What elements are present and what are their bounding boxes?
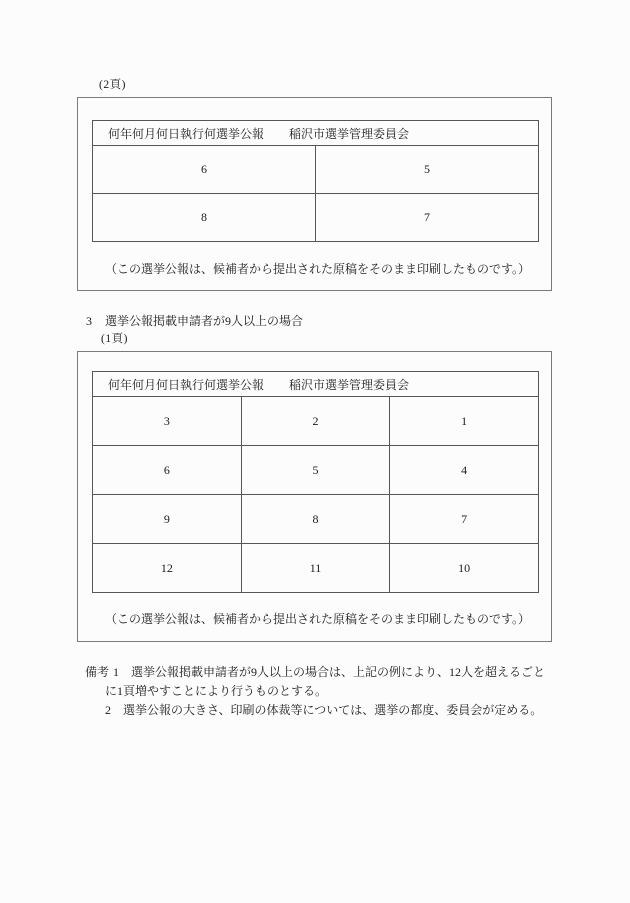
table-row — [93, 543, 538, 592]
bulletin-table-header — [93, 372, 538, 397]
bulletin-table-2page — [92, 120, 539, 242]
print-note-1page: （この選挙公報は、候補者から提出された原稿をそのまま印刷したものです。） — [105, 612, 531, 626]
table-cell: 6 — [163, 462, 170, 477]
table-row — [93, 397, 538, 445]
table-cell: 11 — [241, 544, 390, 592]
remarks-item-number: 2 — [105, 703, 111, 717]
table-cell: 8 — [241, 495, 390, 543]
table-cell: 2 — [241, 397, 390, 445]
header-election-title: 何年何月何日執行何選挙公報 — [108, 377, 265, 392]
section-heading — [86, 314, 303, 329]
remarks-text: 選挙公報の大きさ、印刷の体裁等については、選挙の都度、委員会が定める。 — [123, 703, 543, 717]
table-row — [93, 445, 538, 494]
table-cell: 6 — [201, 162, 207, 176]
remarks-text: 選挙公報掲載申請者が9人以上の場合は、上記の例により、12人を超えるごと — [131, 665, 546, 679]
table-row — [93, 193, 538, 241]
section-title: 選挙公報掲載申請者が9人以上の場合 — [105, 314, 304, 328]
table-cell: 12 — [160, 560, 173, 575]
remarks-label: 備考 — [85, 665, 110, 679]
bulletin-table-header — [93, 121, 538, 146]
page-count-label-2page: (2頁) — [99, 79, 126, 91]
table-cell: 1 — [389, 397, 538, 445]
section-number: 3 — [86, 314, 92, 328]
header-committee: 稲沢市選挙管理委員会 — [289, 377, 410, 392]
header-election-title: 何年何月何日執行何選挙公報 — [108, 126, 265, 141]
remarks-line-2 — [105, 682, 327, 701]
table-cell: 9 — [163, 511, 170, 526]
header-committee: 稲沢市選挙管理委員会 — [289, 126, 410, 141]
remarks-item-number: 1 — [113, 665, 120, 679]
remarks-line-3 — [105, 701, 542, 720]
table-cell: 7 — [315, 194, 538, 241]
table-cell: 3 — [163, 413, 170, 428]
table-row — [93, 494, 538, 543]
print-note-2page: （この選挙公報は、候補者から提出された原稿をそのまま印刷したものです。） — [105, 262, 531, 276]
table-cell: 7 — [389, 495, 538, 543]
table-row — [93, 146, 538, 193]
table-cell: 4 — [389, 446, 538, 494]
remarks-line-1 — [85, 663, 545, 682]
table-cell: 8 — [201, 210, 207, 224]
bulletin-table-1page — [92, 371, 539, 593]
table-cell: 10 — [389, 544, 538, 592]
page-count-label-1page: (1頁) — [101, 333, 128, 345]
table-cell: 5 — [241, 446, 390, 494]
table-cell: 5 — [315, 146, 538, 193]
remarks-text: に1頁増やすことにより行うものとする。 — [105, 684, 328, 698]
